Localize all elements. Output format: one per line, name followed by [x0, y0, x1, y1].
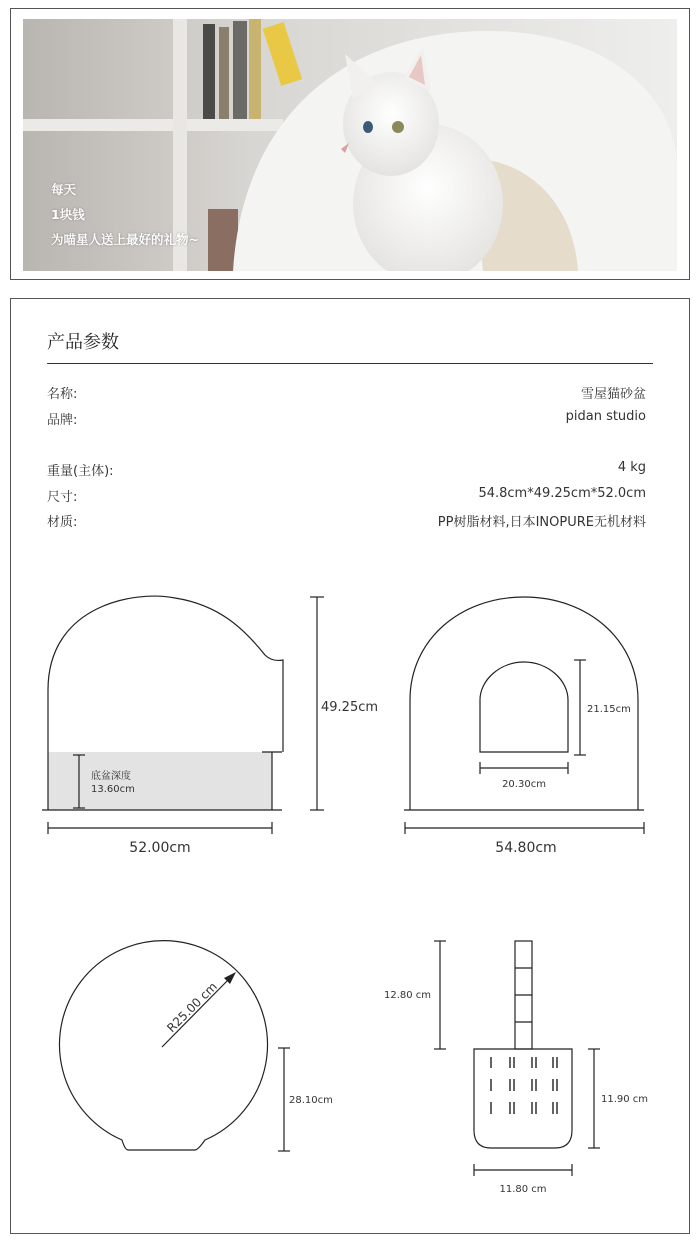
spec-label-brand: 品牌:: [47, 413, 78, 428]
side-width-label: 52.00cm: [129, 840, 191, 856]
basin-depth-title: 底盆深度: [91, 771, 131, 782]
spec-value-weight: 4 kg: [617, 460, 646, 475]
side-view-drawing: [42, 596, 324, 834]
hero-line-1: 每天: [51, 182, 77, 197]
scoop-drawing: [434, 941, 600, 1176]
door-width-label: 20.30cm: [502, 779, 546, 790]
spec-value-name: 雪屋猫砂盆: [580, 387, 646, 402]
scoop-width-label: 11.80 cm: [499, 1184, 547, 1195]
spec-label-name: 名称:: [47, 387, 78, 402]
spec-value-material: PP树脂材料,日本INOPURE无机材料: [437, 515, 646, 530]
door-height-label: 21.15cm: [587, 704, 631, 715]
basin-depth-value: 13.60cm: [91, 784, 135, 795]
spec-value-size: 54.8cm*49.25cm*52.0cm: [478, 486, 646, 501]
front-view-drawing: [404, 597, 644, 834]
handle-length-label: 12.80 cm: [384, 990, 432, 1001]
radius-label: R25.00 cm: [164, 979, 220, 1036]
spec-label-weight: 重量(主体):: [47, 464, 114, 479]
top-height-label: 28.10cm: [289, 1095, 333, 1106]
spec-value-brand: pidan studio: [565, 409, 646, 424]
hero-line-2: 1块钱: [51, 207, 85, 222]
side-height-label: 49.25cm: [321, 700, 379, 715]
hero-line-3: 为喵星人送上最好的礼物~: [51, 232, 199, 247]
spec-label-size: 尺寸:: [47, 490, 78, 505]
front-width-label: 54.80cm: [495, 840, 557, 856]
spec-title: 产品参数: [47, 332, 119, 353]
top-view-drawing: [60, 941, 291, 1151]
scoop-head-height-label: 11.90 cm: [601, 1094, 649, 1105]
spec-label-material: 材质:: [47, 515, 78, 530]
